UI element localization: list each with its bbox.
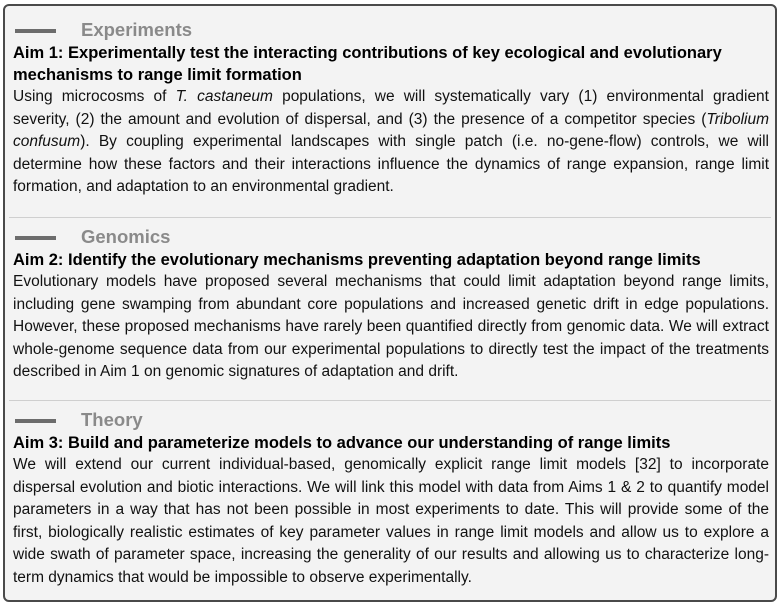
aim-1-body-competitor: Tribolium confusum bbox=[13, 110, 769, 150]
aim-3-text: Build and parameterize models to advance our understanding of range limits bbox=[68, 434, 671, 452]
aim-1-title bbox=[13, 42, 769, 86]
aim-1-body-part-1: Using microcosms of bbox=[13, 88, 176, 105]
aim-2-body: Evolutionary models have proposed several mechanisms that could limit adaptation beyond range limits, including gene swamping from abundant core populations and increased genetic drift in edge populations. However, these proposed mechanisms have rarely been quantified directly from genomic data. We will extract whole-genome sequence data from our experimental populations to directly test the impact of the treatments described in Aim 1 on genomic signatures of adaptation and drift. bbox=[13, 273, 769, 380]
aims-box bbox=[3, 4, 777, 602]
aim-3-prefix: Aim 3: bbox=[13, 434, 64, 452]
section-heading: Experiments bbox=[81, 19, 193, 40]
aim-1-body-part-2: populations, we will systematically vary (1) environmental gradient severity, (2) the amount and evolution of dispersal, and (3) the presence of a competitor species ( bbox=[13, 88, 769, 128]
aim-1-prefix: Aim 1: bbox=[13, 44, 64, 62]
aim-1-body bbox=[13, 86, 769, 199]
aim-1-body-part-3: ). By coupling experimental landscapes with single patch (i.e. no-gene-flow) controls, we will determine how these factors and their interactions influence the dynamics of range expansion, range limit formation, and adaptation to an environmental gradient. bbox=[13, 133, 769, 195]
section-theory bbox=[13, 408, 769, 589]
section-divider bbox=[9, 217, 771, 218]
section-heading: Genomics bbox=[81, 226, 171, 247]
section-header-experiments bbox=[13, 18, 769, 42]
aim-2-text: Identify the evolutionary mechanisms preventing adaptation beyond range limits bbox=[68, 251, 701, 269]
section-header-theory bbox=[13, 408, 769, 432]
aim-3-body: We will extend our current individual-based, genomically explicit range limit models [32] to incorporate dispersal evolution and biotic interactions. We will link this model with data from Aims 1 & 2 to quantify model parameters in a way that has not been possible in most experiments to date. This will provide some of the first, biologically realistic estimates of key parameter values in range limit models and allow us to explore a wide swath of parameter space, increasing the generality of our results and allowing us to characterize long-term dynamics that would be impossible to observe experimentally. bbox=[13, 456, 769, 586]
aim-1-text: Experimentally test the interacting contributions of key ecological and evolutionary mechanisms to range limit formation bbox=[13, 44, 722, 84]
header-bar-decoration bbox=[15, 419, 56, 423]
aim-1-body-species: T. castaneum bbox=[175, 88, 273, 105]
header-bar-decoration bbox=[15, 236, 56, 240]
section-experiments bbox=[13, 18, 769, 199]
aim-2-prefix: Aim 2: bbox=[13, 251, 64, 269]
section-divider bbox=[9, 400, 771, 401]
section-genomics bbox=[13, 225, 769, 384]
aim-3-title bbox=[13, 432, 769, 454]
header-bar-decoration bbox=[15, 29, 56, 33]
aim-2-title bbox=[13, 249, 769, 271]
section-header-genomics bbox=[13, 225, 769, 249]
section-heading: Theory bbox=[81, 409, 143, 430]
